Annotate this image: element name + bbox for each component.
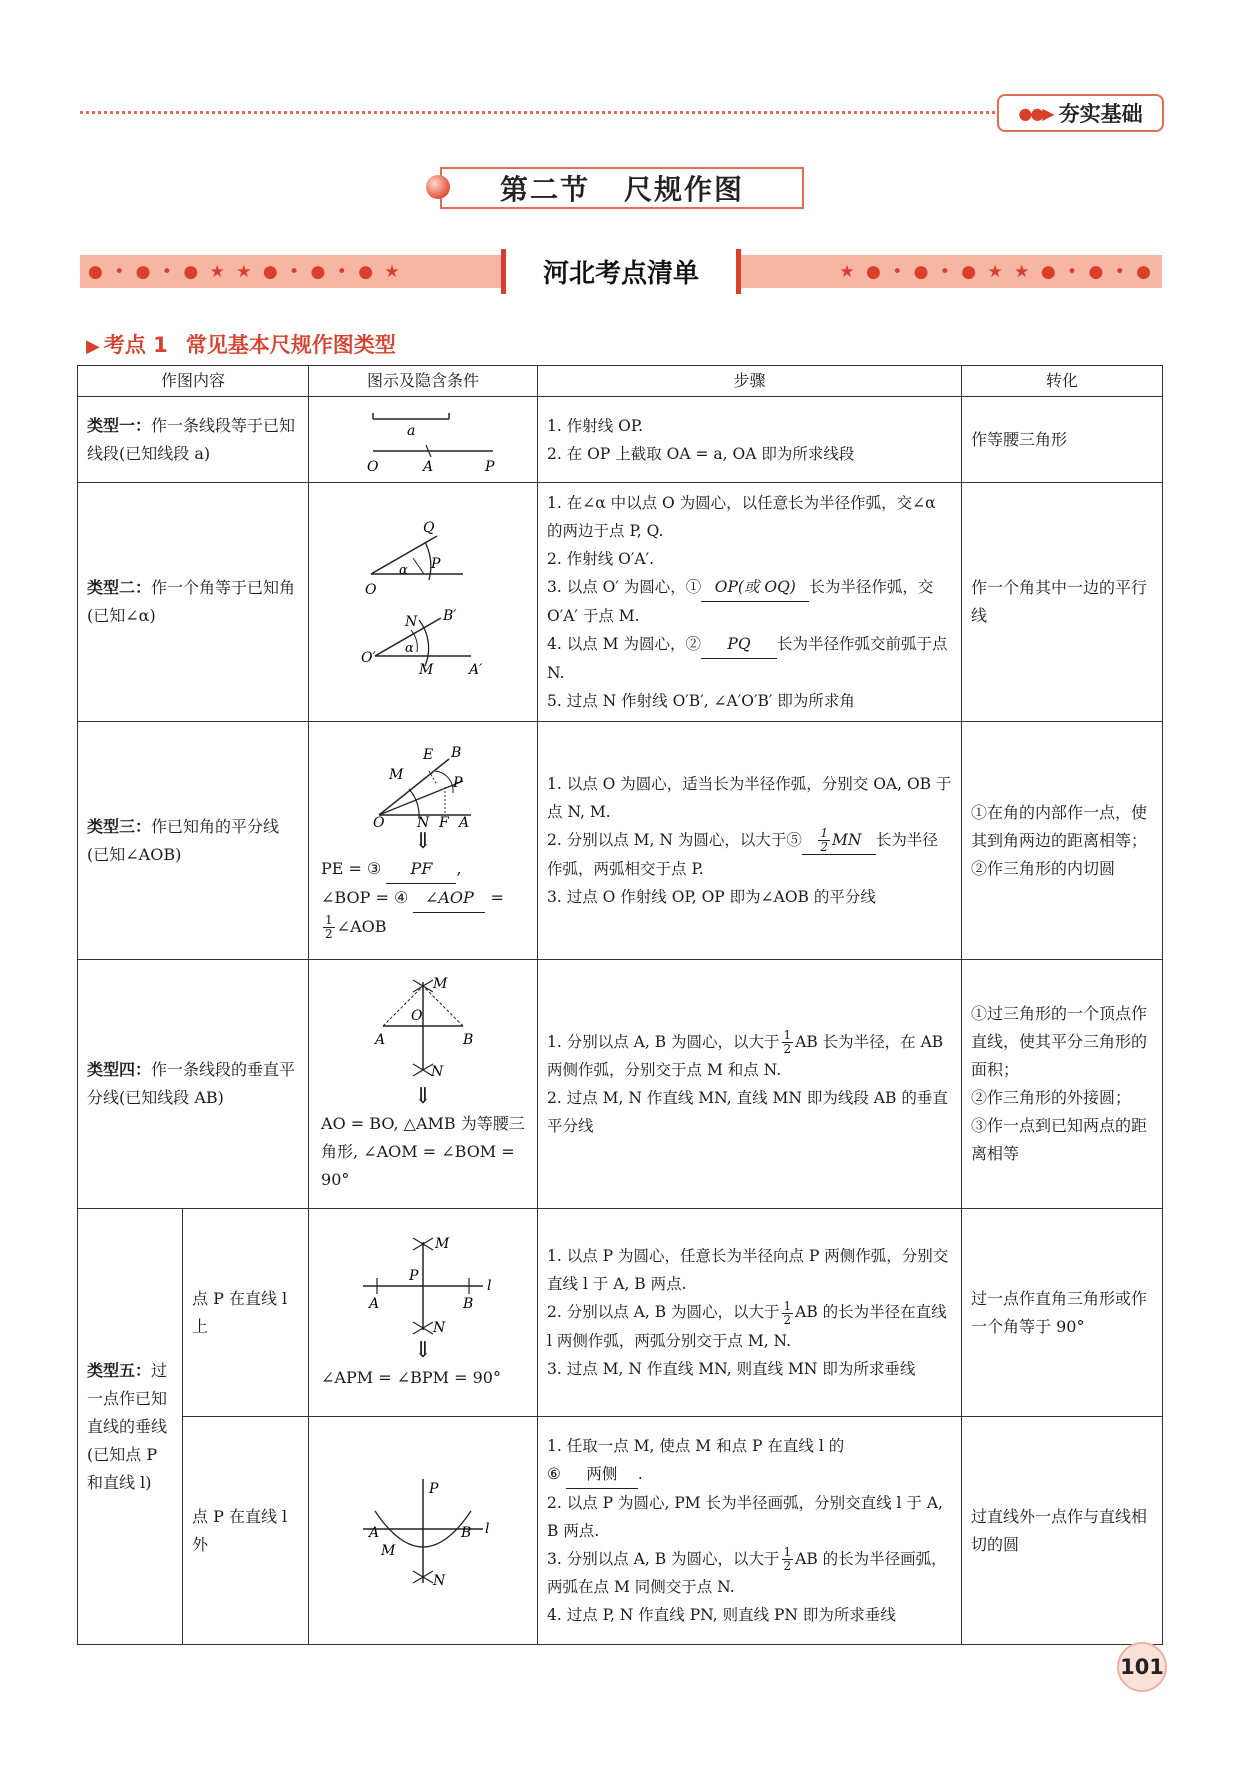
header-dotted-rule <box>80 111 995 114</box>
table-header: 作图内容 <box>78 366 309 397</box>
step: 1. 以点 O 为圆心，适当长为半径作弧，分别交 OA, OB 于点 N, M. <box>547 774 952 821</box>
kaodian-heading <box>86 329 396 359</box>
step: 1. 以点 P 为圆心，任意长为半径向点 P 两侧作弧，分别交直线 l 于 A, B 两点. <box>547 1247 949 1294</box>
conversion-cell: 作一个角其中一边的平行线 <box>962 483 1163 722</box>
angle-copy-diagram <box>313 502 533 702</box>
implied-condition: AO = BO, △AMB 为等腰三角形, ∠AOM = ∠BOM = 90° <box>321 1114 525 1189</box>
label-l: l <box>487 1277 492 1294</box>
step-text: 1. 分别以点 A, B 为圆心，以大于 <box>547 1032 780 1051</box>
table-row <box>78 960 1163 1209</box>
label-b: B <box>451 744 462 761</box>
step-text: 长为半径作弧，两弧相交于点 P. <box>547 830 938 879</box>
star-dot-decoration-icon: ★ ● • ● • ● ★ ★ ● • ● • ● <box>839 261 1154 282</box>
type-label: 类型五： <box>87 1360 152 1380</box>
label-o: O <box>365 582 377 598</box>
diagram-cell <box>309 397 538 483</box>
step-text: 2. 分别以点 A, B 为圆心，以大于 <box>547 1303 780 1322</box>
label-a: A <box>459 814 470 829</box>
label-m: M <box>389 766 404 783</box>
answer-blank: ∠AOP <box>413 884 485 913</box>
step-text: 长为半径作弧交前弧于点 N. <box>547 635 948 682</box>
label-q: Q <box>423 520 435 536</box>
type-text: 作一条线段的垂直平分线(已知线段 AB) <box>87 1060 296 1107</box>
label-p: P <box>453 774 463 791</box>
label-n: N <box>433 1572 446 1589</box>
chapter-name: 尺规作图 <box>624 173 745 206</box>
step: 3. 过点 M, N 作直线 MN, 则直线 MN 即为所求垂线 <box>547 1359 916 1378</box>
label-b1: B′ <box>443 608 457 624</box>
type-text: 作已知角的平分线(已知∠AOB) <box>87 816 280 864</box>
label-m: M <box>433 976 448 992</box>
answer-blank: OP(或 OQ) <box>701 573 809 602</box>
answer-blank: 两侧 <box>566 1460 638 1489</box>
step <box>547 826 952 884</box>
label-l: l <box>485 1520 490 1537</box>
construction-table <box>77 365 1163 1645</box>
step: 4. 过点 P, N 作直线 PN, 则直线 PN 即为所求垂线 <box>547 1606 896 1625</box>
steps-cell <box>538 1209 962 1417</box>
conversion-cell: ①过三角形的一个顶点作直线，使其平分三角形的面积； ②作三角形的外接圆； ③作一点到已知两点的距离相等 <box>962 960 1163 1209</box>
section-label: 夯实基础 <box>1058 102 1143 126</box>
table-row <box>78 1417 1163 1645</box>
fraction: $\frac{1}{2}$ <box>325 912 333 941</box>
ball-icon <box>426 175 450 199</box>
triangle-right-icon: ▶ <box>86 336 100 357</box>
kaodian-title: 常见基本尺规作图类型 <box>185 333 396 357</box>
label-p: P <box>429 1480 439 1497</box>
step <box>547 1298 952 1355</box>
conversion-cell: 过一点作直角三角形或作一个角等于 90° <box>962 1209 1163 1417</box>
sub-type-cell: 点 P 在直线 l 上 <box>183 1209 309 1417</box>
fraction: $\frac{1}{2}$ <box>783 1545 792 1574</box>
step-text: 3. 分别以点 A, B 为圆心，以大于 <box>547 1549 780 1568</box>
table-header-row <box>78 366 1163 397</box>
label-a: a <box>407 422 416 439</box>
diagram-cell <box>309 960 538 1209</box>
segment-diagram <box>313 405 533 475</box>
step: 1. 在∠α 中以点 O 为圆心，以任意长为半径作弧，交∠α 的两边于点 P, Q. <box>547 494 936 540</box>
label-b: B <box>463 1032 474 1048</box>
type-label: 类型三： <box>87 816 152 836</box>
table-header: 转化 <box>962 366 1163 397</box>
type-cell <box>78 483 309 722</box>
step-text: AB 的长为半径画弧，两弧在点 M 同侧交于点 N. <box>547 1549 947 1597</box>
type-text: 过一点作已知直线的垂线(已知点 P 和直线 l) <box>87 1360 168 1492</box>
banner-title: 河北考点清单 <box>501 249 741 294</box>
type-label: 类型一： <box>87 415 152 435</box>
type-text: 作一个角等于已知角(已知∠α) <box>87 578 296 625</box>
type-label: 类型二： <box>87 578 152 597</box>
steps-cell <box>538 483 962 722</box>
diagram-cell <box>309 722 538 960</box>
label-n: N <box>431 1064 444 1080</box>
fraction: $\frac{1}{2}$ <box>783 1028 792 1057</box>
answer-blank: PQ <box>701 630 777 659</box>
implied-condition: ∠APM = ∠BPM = 90° <box>321 1367 501 1387</box>
label-a2: A <box>423 458 434 475</box>
label-o: O <box>373 814 385 829</box>
sub-type-cell: 点 P 在直线 l 外 <box>183 1417 309 1645</box>
type-cell <box>78 397 309 483</box>
step: ⑥ 两侧 . <box>547 1460 952 1489</box>
label-m: M <box>381 1542 396 1559</box>
arrow-down-icon: ⇓ <box>413 1084 433 1109</box>
step-text: AB 长为半径，在 AB 两侧作弧，分别交于点 M 和点 N. <box>547 1032 944 1080</box>
table-row <box>78 722 1163 960</box>
step: 2. 在 OP 上截取 OA = a, OA 即为所求线段 <box>547 444 855 463</box>
conversion-cell: ①在角的内部作一点，使其到角两边的距离相等； ②作三角形的内切圆 <box>962 722 1163 960</box>
label-p: P <box>409 1267 419 1284</box>
step-text: 4. 以点 M 为圆心，② <box>547 635 701 653</box>
perpendicular-on-line-diagram <box>313 1234 533 1338</box>
chapter-number: 第二节 <box>499 173 590 206</box>
page-number: 101 <box>1117 1642 1167 1692</box>
step: 2. 以点 P 为圆心, PM 长为半径画弧，分别交直线 l 于 A, B 两点. <box>547 1493 943 1540</box>
fraction: $\frac{1}{2}$ <box>783 1298 792 1327</box>
chapter-title <box>440 167 804 209</box>
step: 5. 过点 N 作射线 O′B′, ∠A′O′B′ 即为所求角 <box>547 692 855 710</box>
table-header: 步骤 <box>538 366 962 397</box>
step-text: AB 的长为半径在直线 l 两侧作弧，两弧分别交于点 M, N. <box>547 1303 947 1350</box>
label-m: M <box>419 662 434 678</box>
type-cell <box>78 960 309 1209</box>
step-text: 3. 以点 O′ 为圆心，① <box>547 578 702 596</box>
steps-cell <box>538 397 962 483</box>
label-n: N <box>417 814 430 829</box>
banner <box>80 255 1162 288</box>
label-b: B <box>463 1295 474 1312</box>
label-p: P <box>485 458 495 475</box>
kaodian-label: 考点 1 <box>103 333 168 357</box>
steps-cell <box>538 1417 962 1645</box>
conversion-cell: 作等腰三角形 <box>962 397 1163 483</box>
label-a: A <box>369 1295 380 1312</box>
perpendicular-off-line-diagram <box>313 1471 533 1591</box>
step-text: 长为半径作弧，交 O′A′ 于点 M. <box>547 578 934 625</box>
label-alpha: α <box>399 563 408 578</box>
table-row <box>78 397 1163 483</box>
label-p: P <box>431 556 441 572</box>
label-n: N <box>405 614 418 630</box>
answer-blank: PF <box>386 855 456 884</box>
type-label: 类型四： <box>87 1060 152 1079</box>
label-o1: O′ <box>361 650 376 666</box>
perpendicular-bisector-diagram <box>313 974 533 1084</box>
label-e: E <box>423 746 434 763</box>
step <box>547 573 952 630</box>
fraction: $\frac{1}{2}$ <box>820 826 828 855</box>
label-a: A <box>369 1524 380 1541</box>
star-dot-decoration-icon: ● • ● • ● ★ ★ ● • ● • ● ★ <box>88 261 403 282</box>
label-b: B <box>461 1524 472 1541</box>
arrow-down-icon: ⇓ <box>413 828 433 854</box>
type-cell <box>78 722 309 960</box>
implied-condition: PE = ③ PF , ∠BOP = ④ ∠AOP = $\frac{1}{2}$ ∠AOB <box>309 855 537 941</box>
step: 1. 作射线 OP. <box>547 416 644 435</box>
table-row <box>78 1209 1163 1417</box>
label-a1: A′ <box>469 662 483 678</box>
answer-blank: $\frac{1}{2}$ MN <box>802 826 876 856</box>
steps-cell <box>538 960 962 1209</box>
table-row <box>78 483 1163 722</box>
step <box>547 1545 952 1602</box>
label-m: M <box>435 1235 450 1252</box>
angle-bisector-diagram <box>313 741 533 829</box>
conversion-cell: 过直线外一点作与直线相切的圆 <box>962 1417 1163 1645</box>
step <box>547 630 952 687</box>
label-f: F <box>439 814 449 829</box>
arrow-down-icon: ⇓ <box>413 1337 433 1363</box>
label-alpha: α <box>405 641 414 656</box>
step: 3. 过点 O 作射线 OP, OP 即为∠AOB 的平分线 <box>547 888 876 907</box>
diagram-cell <box>309 483 538 722</box>
arrow-right-icon: ●●▶ <box>1018 103 1053 123</box>
step-text: 2. 分别以点 M, N 为圆心，以大于⑤ <box>547 830 802 849</box>
type-cell <box>78 1209 183 1645</box>
label-n: N <box>433 1319 446 1336</box>
diagram-cell <box>309 1209 538 1417</box>
step: 2. 过点 M, N 作直线 MN, 直线 MN 即为线段 AB 的垂直平分线 <box>547 1089 948 1136</box>
step-text: ⑥ <box>547 1464 561 1483</box>
diagram-cell <box>309 1417 538 1645</box>
steps-cell <box>538 722 962 960</box>
table-header: 图示及隐含条件 <box>309 366 538 397</box>
label-o: O <box>367 458 379 475</box>
label-o: O <box>411 1008 423 1024</box>
label-a: A <box>375 1032 386 1048</box>
step: 1. 任取一点 M, 使点 M 和点 P 在直线 l 的 <box>547 1436 845 1455</box>
section-tag <box>997 94 1164 132</box>
type-text: 作一条线段等于已知线段(已知线段 a) <box>87 415 296 463</box>
step <box>547 1028 952 1085</box>
step: 2. 作射线 O′A′. <box>547 550 655 568</box>
